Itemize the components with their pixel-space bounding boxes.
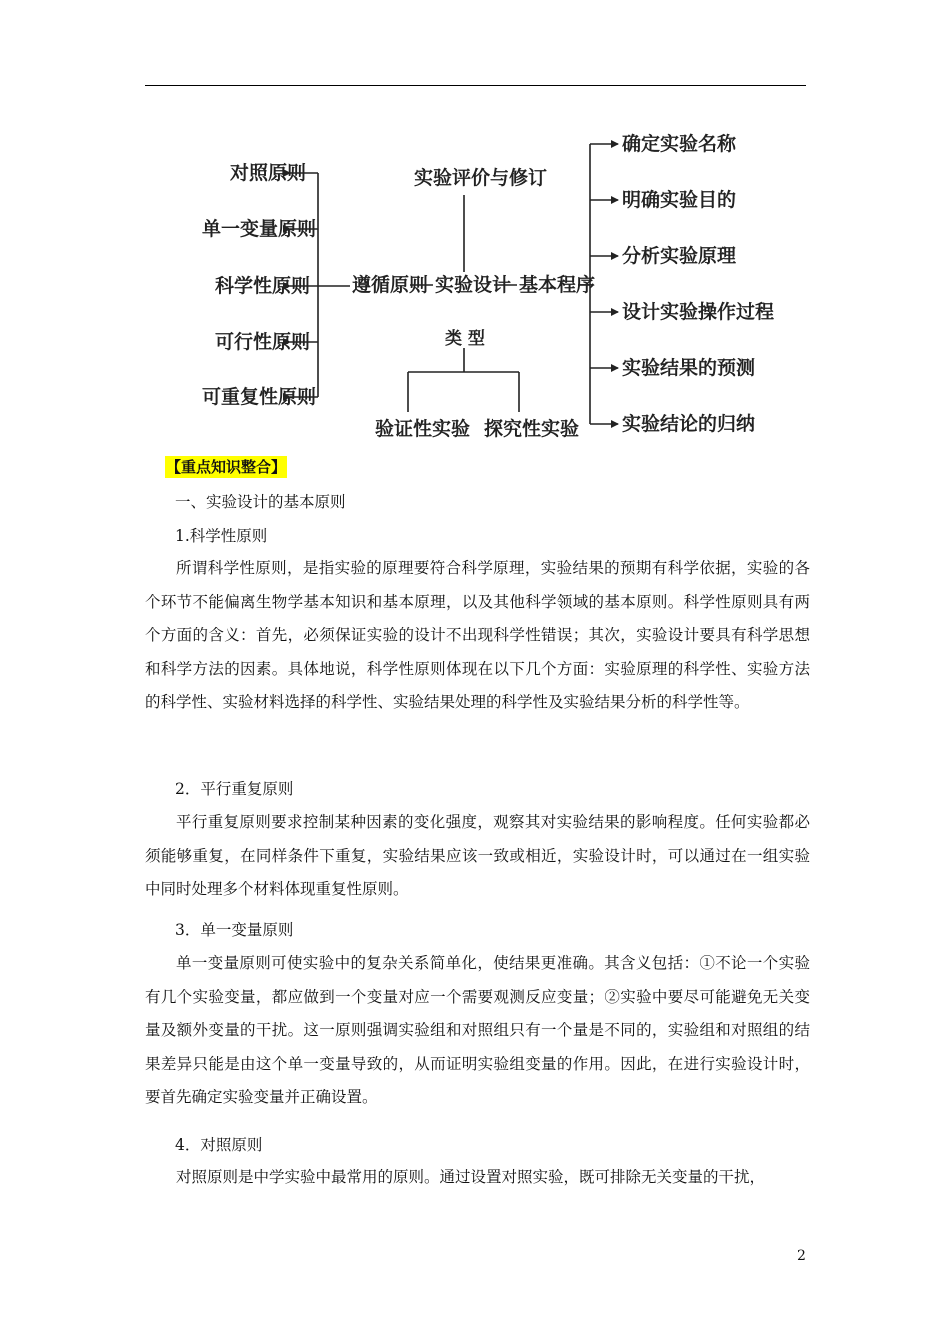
paragraph	[145, 552, 810, 720]
principle-label: 对照原则	[230, 162, 307, 184]
type-label: 类 型	[445, 329, 485, 349]
paragraph-text: 平行重复原则要求控制某种因素的变化强度，观察其对实验结果的影响程度。任何实验都必须能够重复，在同样条件下重复，实验结果应该一致或相近，实验设计时，可以通过在一组实验中同时处理多个材料体现重复性原则。	[145, 813, 810, 898]
principle-label: 可行性原则	[215, 331, 311, 353]
subsection-heading: 4．对照原则	[175, 1136, 263, 1154]
subsection-heading: 3．单一变量原则	[175, 921, 294, 939]
paragraph-text: 所谓科学性原则，是指实验的原理要符合科学原理，实验结果的预期有科学依据，实验的各个环节不能偏离生物学基本知识和基本原理，以及其他科学领域的基本原则。科学性原则具有两个方面的含义：首先，必须保证实验的设计不出现科学性错误；其次，实验设计要具有科学思想和科学方法的因素。具体地说，科学性原则体现在以下几个方面：实验原理的科学性、实验方法的科学性、实验材料选择的科学性、实验结果处理的科学性及实验结果分析的科学性等。	[145, 559, 810, 711]
page-number: 2	[797, 1248, 806, 1264]
principle-label: 可重复性原则	[202, 386, 317, 408]
subsection-heading: 2．平行重复原则	[175, 780, 294, 798]
step-label: 确定实验名称	[622, 133, 737, 155]
section-label: 【重点知识整合】	[166, 458, 287, 476]
type-node: 验证性实验	[375, 418, 471, 440]
paragraph	[145, 1161, 810, 1195]
section-heading: 一、实验设计的基本原则	[175, 493, 346, 511]
paragraph	[145, 806, 810, 907]
subsection-heading: 1.科学性原则	[175, 527, 268, 545]
principle-label: 单一变量原则	[202, 218, 317, 240]
diagram-lines	[0, 0, 950, 460]
step-label: 明确实验目的	[622, 189, 737, 211]
step-label: 实验结论的归纳	[622, 413, 756, 435]
left-hub-node: 遵循原则	[352, 274, 429, 296]
principle-label: 科学性原则	[215, 275, 311, 297]
step-label: 分析实验原理	[622, 245, 737, 267]
step-label: 设计实验操作过程	[622, 301, 775, 323]
paragraph-text: 单一变量原则可使实验中的复杂关系简单化，使结果更准确。其含义包括：①不论一个实验有几个实验变量，都应做到一个变量对应一个需要观测反应变量；②实验中要尽可能避免无关变量及额外变量的干扰。这一原则强调实验组和对照组只有一个量是不同的，实验组和对照组的结果差异只能是由这个单一变量导致的，从而证明实验组变量的作用。因此，在进行实验设计时，要首先确定实验变量并正确设置。	[145, 954, 810, 1106]
top-node: 实验评价与修订	[414, 167, 548, 189]
center-node: 实验设计	[435, 274, 512, 296]
paragraph	[145, 947, 810, 1115]
paragraph-text: 对照原则是中学实验中最常用的原则。通过设置对照实验，既可排除无关变量的干扰，	[176, 1168, 766, 1186]
type-node: 探究性实验	[484, 418, 580, 440]
experiment-design-diagram	[0, 0, 950, 460]
right-hub-node: 基本程序	[519, 274, 596, 296]
step-label: 实验结果的预测	[622, 357, 756, 379]
